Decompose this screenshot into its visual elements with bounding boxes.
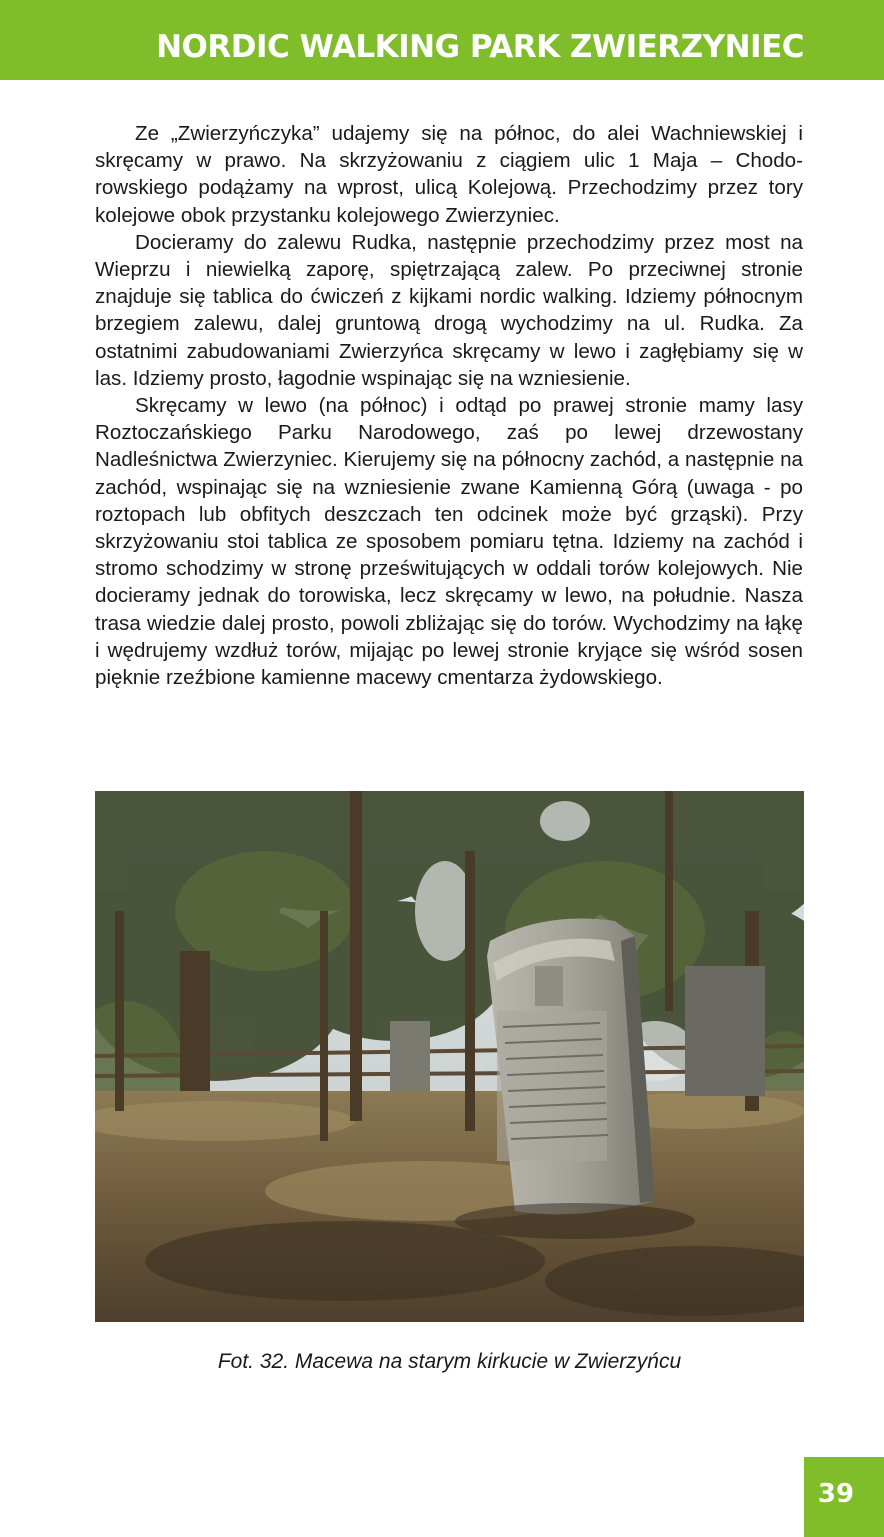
paragraph-2: Docieramy do zalewu Rudka, następnie przechodzimy przez most na Wieprzu i niewielką zaporę, spiętrzającą zalew. Po przeciwnej stronie znajduje się tablica do ćwiczeń z kijkami nordic walking. Idziemy północnym brzegiem zalewu, dalej gruntową drogą wychodzimy na ul. Rudka. Za ostatnimi zabudowaniami Zwierzyńca skręcamy w lewo i zagłębiamy się w las. Idziemy prosto, łagodnie wspinając się na wzniesienie. — [95, 230, 803, 390]
paragraph-3: Skręcamy w lewo (na północ) i odtąd po prawej stronie mamy lasy Roztoczańskiego Parku Narodowego, zaś po lewej drzewostany Nadleśnictwa Zwierzyniec. Kierujemy się na północny zachód, a następnie na zachód, wspinając się na wzniesienie zwane Kamienną Górą (uwaga - po roztopach lub obfitych deszczach ten odcinek może być grząski). Przy skrzyżowaniu stoi tablica ze sposobem pomiaru tętna. Idziemy na zachód i stromo schodzimy w stronę prześwitujących w oddali torów kolejowych. Nie docieramy jednak do torowiska, lecz skręcamy w lewo, na południe. Nasza trasa wiedzie dalej prosto, powoli zbliżając się do torów. Wychodzimy na łąkę i wędrujemy wzdłuż torów, mijając po lewej stronie kryjące się wśród sosen pięknie rzeźbione kamienne macewy cmentarza żydowskiego. — [95, 394, 803, 690]
page-number-box — [804, 1457, 884, 1537]
matzevah-stone — [487, 919, 655, 1215]
page-header-title: NORDIC WALKING PARK ZWIERZYNIEC — [156, 29, 804, 65]
cemetery-photo — [95, 791, 804, 1322]
body-text — [95, 120, 803, 691]
paragraph-1: Ze „Zwierzyńczyka” udajemy się na północ, do alei Wachniewskiej i skręcamy w prawo. Na skrzyżowaniu z ciągiem ulic 1 Maja – Chodorowskiego podążamy na wprost, ulicą Kolejową. Przechodzimy przez tory kolejowe obok przystanku kolejowego Zwierzyniec. — [95, 122, 803, 227]
page-number: 39 — [817, 1479, 855, 1509]
photo-caption: Fot. 32. Macewa na starym kirkucie w Zwierzyńcu — [217, 1350, 682, 1373]
header-bar — [0, 0, 884, 80]
